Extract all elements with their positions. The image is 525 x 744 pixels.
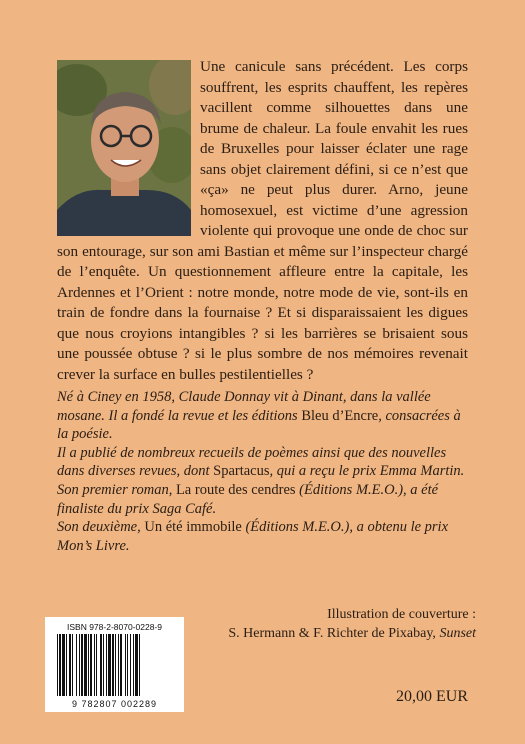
barcode-bar (69, 634, 71, 696)
isbn-number: ISBN 978-2-8070-0228-9 (67, 622, 162, 632)
bio-title: Bleu d’Encre (301, 407, 379, 424)
barcode-bar (127, 634, 128, 696)
bio-paragraph (57, 518, 468, 555)
bio-text: Son premier roman, (57, 481, 176, 498)
bio-paragraph (57, 388, 468, 444)
bio-paragraph (57, 444, 468, 481)
barcode-bar (62, 634, 65, 696)
barcode-bar (139, 634, 140, 696)
barcode-bar (112, 634, 114, 696)
bio-title: Spartacus (213, 463, 270, 480)
ean-number: 9 782807 002289 (71, 699, 158, 709)
bio-paragraph (57, 481, 468, 518)
barcode-bar (135, 634, 138, 696)
barcode-bar (103, 634, 104, 696)
cover-credit (226, 605, 476, 643)
bio-text: Né à Ciney en 1958, Claude Donnay vit à Dinant, dans la vallée mosane. Il a fondé la revue et les éditions (57, 389, 431, 424)
credit-title: Sunset (439, 626, 476, 641)
barcode-bar (72, 634, 73, 696)
price: 20,00 EUR (396, 688, 468, 705)
barcode-bar (108, 634, 111, 696)
author-bio (57, 388, 468, 555)
bio-text: (Éditions M.E.O.), a obtenu le prix Mon’s Livre. (57, 519, 449, 554)
bio-text: Il a publié de nombreux recueils de poèmes ainsi que des nouvelles dans diverses revues, dont (57, 444, 447, 480)
isbn-barcode (45, 617, 184, 712)
barcode-bar (96, 634, 97, 696)
barcode-bar (115, 634, 116, 696)
barcode-bar (133, 634, 134, 696)
barcode-bar (90, 634, 92, 696)
barcode-bar (79, 634, 80, 696)
bio-title: Un été immobile (144, 519, 242, 536)
bio-title: La route des cendres (175, 481, 296, 498)
barcode-bar (84, 634, 87, 696)
barcode-bar (106, 634, 107, 696)
summary-text: Une canicule sans précédent. Les corps souffrent, les esprits chauffent, les repères vacillent comme silhouettes dans une brume de chaleur. La foule envahit les rues de Bruxelles pour laisser éclater une rage sans objet clairement défini, si ce n’est que «ça» ne peut plus durer. Arno, jeune homosexuel, est victime d’une agression violente qui provoque une onde de choc sur son entourage, sur son ami Bastian et même sur l’inspecteur chargé de l’enquête. Un questionnement affleure entre la capitale, les Ardennes et l’Orient : notre monde, notre mode de vie, sont-ils en train de fondre dans la fournaise ? Et si disparaissaient les digues que nous croyions intangibles ? si les barrières se brisaient sous une poussée obtuse ? si le plus sombre de nos mémoires revenait crever la surface en bulles pestilentielles ? (57, 58, 468, 383)
barcode-bar (57, 634, 58, 696)
barcode-bar (94, 634, 95, 696)
barcode-bars (55, 634, 175, 696)
barcode-bar (66, 634, 67, 696)
barcode-bar (81, 634, 83, 696)
barcode-bar (88, 634, 89, 696)
barcode-bar (76, 634, 77, 696)
book-summary (57, 57, 468, 385)
credit-heading: Illustration de couverture : (327, 607, 476, 622)
barcode-bar (118, 634, 119, 696)
barcode-bar (130, 634, 131, 696)
bio-text: , consacrées à la poésie. (57, 407, 461, 443)
bio-text: , qui a reçu le prix Emma Martin. (269, 463, 465, 480)
credit-names-text: S. Hermann & F. Richter de Pixabay, (228, 626, 440, 641)
barcode-bar (120, 634, 122, 696)
barcode-bar (59, 634, 61, 696)
bio-text: (Éditions M.E.O.), a été finaliste du prix Saga Café. (57, 481, 439, 517)
barcode-bar (100, 634, 102, 696)
barcode-bar (125, 634, 126, 696)
bio-text: Son deuxième, (57, 519, 145, 536)
credit-names (226, 624, 476, 643)
